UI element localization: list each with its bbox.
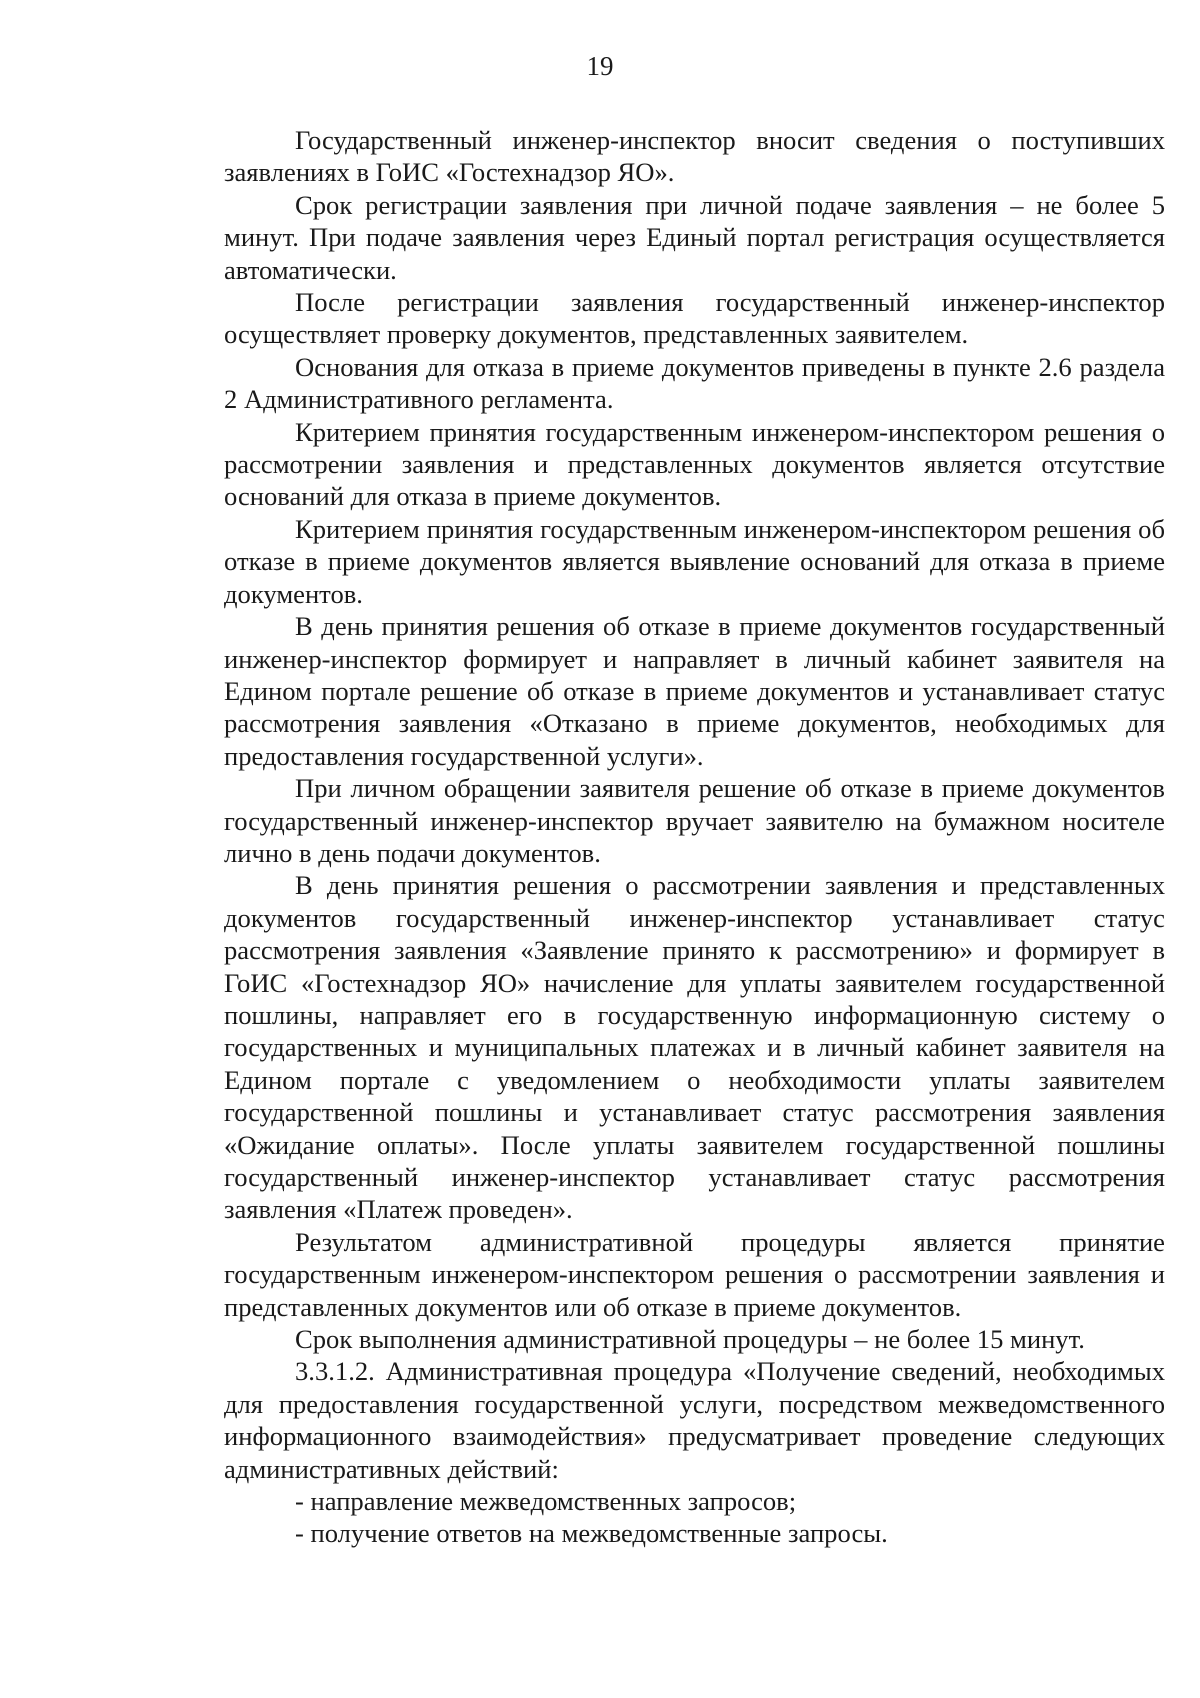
list-item-receive-responses: - получение ответов на межведомственные запросы. — [295, 1518, 888, 1549]
list-item-send-requests: - направление межведомственных запросов; — [295, 1486, 797, 1517]
body-text — [224, 124, 1165, 1550]
paragraph-refusal-criterion: Критерием принятия государственным инженером-инспектором решения об отказе в приеме документов является выявление оснований для отказа в приеме документов. — [224, 513, 1165, 609]
paragraph-section-3-3-1-2: 3.3.1.2. Административная процедура «Получение сведений, необходимых для предоставления государственной услуги, посредством межведомственного информационного взаимодействия» предусматривает проведение следующих административных действий: — [224, 1356, 1165, 1484]
paragraph-procedure-result: Результатом административной процедуры является принятие государственным инженером-инспектором решения о рассмотрении заявления и представленных документов или об отказе в приеме документов. — [224, 1226, 1165, 1322]
paragraph-gois-entry: Государственный инженер-инспектор вносит сведения о поступивших заявлениях в ГоИС «Гостехнадзор ЯО». — [224, 125, 1165, 188]
paragraph-acceptance-criterion: Критерием принятия государственным инженером-инспектором решения о рассмотрении заявления и представленных документов является отсутствие оснований для отказа в приеме документов. — [224, 416, 1165, 512]
paragraph-registration-term: Срок регистрации заявления при личной подаче заявления – не более 5 минут. При подаче заявления через Единый портал регистрация осуществляется автоматически. — [224, 189, 1165, 285]
paragraph-refusal-notification: В день принятия решения об отказе в приеме документов государственный инженер-инспектор формирует и направляет в личный кабинет заявителя на Едином портале решение об отказе в приеме документов и устанавливает статус рассмотрения заявления «Отказано в приеме документов, необходимых для предоставления государственной услуги». — [224, 611, 1165, 771]
paragraph-document-check: После регистрации заявления государственный инженер-инспектор осуществляет проверку документов, представленных заявителем. — [224, 287, 1165, 350]
paragraph-acceptance-procedure: В день принятия решения о рассмотрении заявления и представленных документов государственный инженер-инспектор устанавливает статус рассмотрения заявления «Заявление принято к рассмотрению» и формирует в ГоИС «Гостехнадзор ЯО» начисление для уплаты заявителем государственной пошлины, направляет его в государственную информационную систему о государственных и муниципальных платежах и в личный кабинет заявителя на Едином портале с уведомлением о необходимости уплаты заявителем государственной пошлины и устанавливает статус рассмотрения заявления «Ожидание оплаты». После уплаты заявителем государственной пошлины государственный инженер-инспектор устанавливает статус рассмотрения заявления «Платеж проведен». — [224, 870, 1165, 1225]
page-number: 19 — [586, 51, 614, 81]
paragraph-personal-refusal: При личном обращении заявителя решение об отказе в приеме документов государственный инженер-инспектор вручает заявителю на бумажном носителе лично в день подачи документов. — [224, 773, 1165, 868]
paragraph-refusal-grounds: Основания для отказа в приеме документов приведены в пункте 2.6 раздела 2 Административного регламента. — [224, 351, 1165, 415]
paragraph-procedure-term: Срок выполнения административной процедуры – не более 15 минут. — [295, 1324, 1085, 1355]
